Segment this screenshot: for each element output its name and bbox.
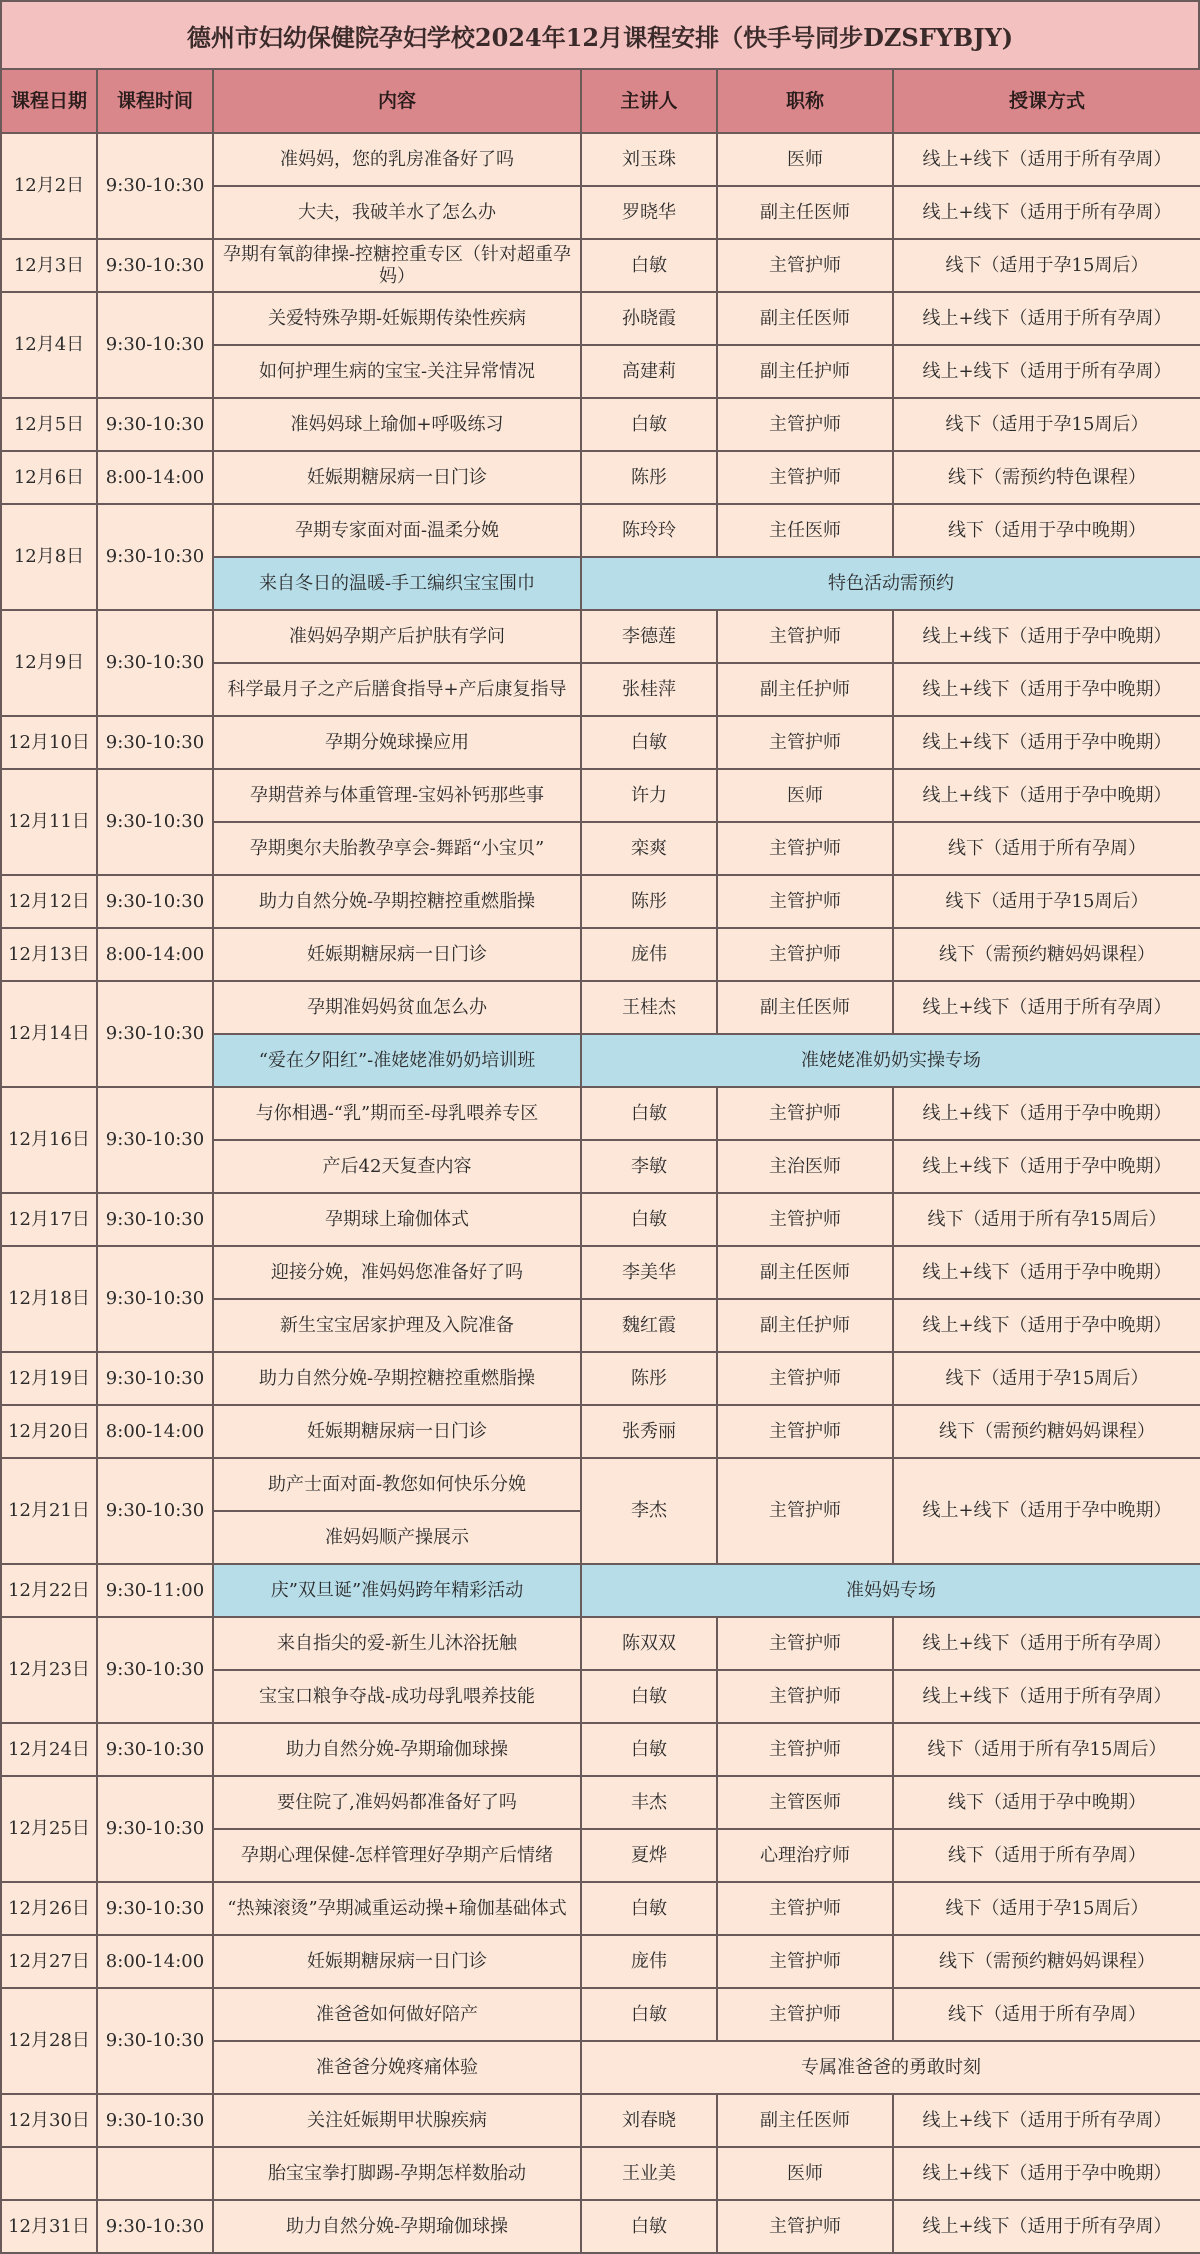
- cell-time: 9:30-10:30: [97, 1458, 213, 1564]
- table-row: [1, 769, 1200, 822]
- cell-time: 9:30-10:30: [97, 133, 213, 239]
- cell-content: 孕期有氧韵律操-控糖控重专区（针对超重孕妈）: [213, 239, 581, 292]
- cell-mode: 线上+线下（适用于孕中晚期）: [893, 1458, 1200, 1564]
- cell-time: 8:00-14:00: [97, 1935, 213, 1988]
- cell-mode: 线下（适用于孕15周后）: [893, 239, 1200, 292]
- table-row: [1, 1246, 1200, 1299]
- cell-date: 12月5日: [1, 398, 97, 451]
- header-mode: 授课方式: [893, 69, 1200, 133]
- cell-speaker: 庞伟: [581, 928, 717, 981]
- cell-content: 孕期营养与体重管理-宝妈补钙那些事: [213, 769, 581, 822]
- cell-title: 主管护师: [717, 1458, 893, 1564]
- cell-speaker: 李美华: [581, 1246, 717, 1299]
- cell-content: 迎接分娩，准妈妈您准备好了吗: [213, 1246, 581, 1299]
- cell-mode: 线下（适用于所有孕周）: [893, 822, 1200, 875]
- schedule-table: [0, 68, 1200, 2254]
- table-row: [1, 292, 1200, 345]
- cell-date: 12月17日: [1, 1193, 97, 1246]
- cell-content: 妊娠期糖尿病一日门诊: [213, 1405, 581, 1458]
- cell-mode: 线下（适用于孕15周后）: [893, 1882, 1200, 1935]
- cell-content: 准妈妈顺产操展示: [213, 1511, 581, 1564]
- table-row: [1, 1564, 1200, 1617]
- header-date: 课程日期: [1, 69, 97, 133]
- cell-content: 准爸爸如何做好陪产: [213, 1988, 581, 2041]
- cell-content: 产后42天复查内容: [213, 1140, 581, 1193]
- cell-content: 大夫，我破羊水了怎么办: [213, 186, 581, 239]
- cell-title: 主管护师: [717, 239, 893, 292]
- cell-date: 12月19日: [1, 1352, 97, 1405]
- cell-content: 如何护理生病的宝宝-关注异常情况: [213, 345, 581, 398]
- table-row: [1, 1723, 1200, 1776]
- cell-time: 9:30-10:30: [97, 769, 213, 875]
- cell-title: 副主任护师: [717, 1299, 893, 1352]
- cell-mode: 线下（需预约糖妈妈课程）: [893, 928, 1200, 981]
- table-row: [1, 716, 1200, 769]
- cell-content: 要住院了,准妈妈都准备好了吗: [213, 1776, 581, 1829]
- cell-speaker: 陈彤: [581, 451, 717, 504]
- cell-date: 12月27日: [1, 1935, 97, 1988]
- cell-mode: 线上+线下（适用于孕中晚期）: [893, 1087, 1200, 1140]
- cell-speaker: 夏烨: [581, 1829, 717, 1882]
- cell-time: [97, 2147, 213, 2200]
- cell-time: 8:00-14:00: [97, 1405, 213, 1458]
- cell-date: 12月22日: [1, 1564, 97, 1617]
- cell-time: 9:30-10:30: [97, 716, 213, 769]
- cell-time: 9:30-10:30: [97, 2200, 213, 2253]
- table-row: [1, 504, 1200, 557]
- cell-date: 12月28日: [1, 1988, 97, 2094]
- table-row: [1, 1776, 1200, 1829]
- table-row: [1, 1935, 1200, 1988]
- cell-content: 来自指尖的爱-新生儿沐浴抚触: [213, 1617, 581, 1670]
- cell-speaker: 白敏: [581, 1988, 717, 2041]
- cell-speaker: 李杰: [581, 1458, 717, 1564]
- table-row: [1, 928, 1200, 981]
- cell-speaker: 张桂萍: [581, 663, 717, 716]
- cell-content: “爱在夕阳红”-准姥姥准奶奶培训班: [213, 1034, 581, 1087]
- cell-title: 副主任医师: [717, 981, 893, 1034]
- cell-title: 主管护师: [717, 1617, 893, 1670]
- table-row: [1, 1458, 1200, 1511]
- cell-mode: 线上+线下（适用于所有孕周）: [893, 186, 1200, 239]
- cell-speaker: 罗晓华: [581, 186, 717, 239]
- cell-speaker: 白敏: [581, 1087, 717, 1140]
- cell-title: 主管护师: [717, 716, 893, 769]
- cell-mode: 线上+线下（适用于所有孕周）: [893, 345, 1200, 398]
- cell-mode: 线上+线下（适用于孕中晚期）: [893, 1299, 1200, 1352]
- table-row: [1, 2094, 1200, 2147]
- cell-speaker: 高建莉: [581, 345, 717, 398]
- cell-title: 主管护师: [717, 2200, 893, 2253]
- cell-note: 特色活动需预约: [581, 557, 1200, 610]
- cell-date: 12月20日: [1, 1405, 97, 1458]
- table-row: [1, 1882, 1200, 1935]
- cell-title: 主管护师: [717, 1670, 893, 1723]
- table-row: [1, 1087, 1200, 1140]
- cell-date: 12月16日: [1, 1087, 97, 1193]
- cell-date: 12月30日: [1, 2094, 97, 2147]
- cell-mode: 线上+线下（适用于所有孕周）: [893, 292, 1200, 345]
- cell-content: 助力自然分娩-孕期控糖控重燃脂操: [213, 1352, 581, 1405]
- cell-speaker: 白敏: [581, 239, 717, 292]
- cell-title: 主任医师: [717, 504, 893, 557]
- cell-speaker: 白敏: [581, 398, 717, 451]
- cell-title: 副主任护师: [717, 663, 893, 716]
- cell-time: 9:30-10:30: [97, 875, 213, 928]
- cell-content: 助力自然分娩-孕期控糖控重燃脂操: [213, 875, 581, 928]
- header-speaker: 主讲人: [581, 69, 717, 133]
- cell-speaker: 白敏: [581, 1193, 717, 1246]
- cell-mode: 线下（适用于孕15周后）: [893, 398, 1200, 451]
- table-row: [1, 398, 1200, 451]
- cell-mode: 线下（适用于孕15周后）: [893, 1352, 1200, 1405]
- header-row: [1, 69, 1200, 133]
- cell-speaker: 孙晓霞: [581, 292, 717, 345]
- cell-time: 9:30-10:30: [97, 239, 213, 292]
- cell-title: 副主任医师: [717, 2094, 893, 2147]
- cell-date: 12月6日: [1, 451, 97, 504]
- cell-content: 关爱特殊孕期-妊娠期传染性疾病: [213, 292, 581, 345]
- cell-title: 医师: [717, 2147, 893, 2200]
- cell-time: 8:00-14:00: [97, 928, 213, 981]
- cell-speaker: 张秀丽: [581, 1405, 717, 1458]
- table-row: [1, 981, 1200, 1034]
- cell-mode: 线上+线下（适用于所有孕周）: [893, 2200, 1200, 2253]
- cell-content: 准爸爸分娩疼痛体验: [213, 2041, 581, 2094]
- cell-title: 主管护师: [717, 1352, 893, 1405]
- cell-speaker: 许力: [581, 769, 717, 822]
- cell-title: 主管护师: [717, 875, 893, 928]
- cell-speaker: 白敏: [581, 2200, 717, 2253]
- cell-title: 副主任医师: [717, 186, 893, 239]
- cell-mode: 线上+线下（适用于孕中晚期）: [893, 610, 1200, 663]
- cell-title: 副主任医师: [717, 292, 893, 345]
- cell-title: 主管护师: [717, 398, 893, 451]
- cell-content: “热辣滚烫”孕期减重运动操+瑜伽基础体式: [213, 1882, 581, 1935]
- cell-content: 助产士面对面-教您如何快乐分娩: [213, 1458, 581, 1511]
- table-row: [1, 1352, 1200, 1405]
- cell-title: 主管护师: [717, 451, 893, 504]
- page-title: 德州市妇幼保健院孕妇学校2024年12月课程安排（快手号同步DZSFYBJY): [0, 0, 1200, 68]
- cell-date: 12月24日: [1, 1723, 97, 1776]
- cell-mode: 线上+线下（适用于孕中晚期）: [893, 716, 1200, 769]
- cell-title: 主管护师: [717, 1882, 893, 1935]
- table-row: [1, 451, 1200, 504]
- cell-content: 宝宝口粮争夺战-成功母乳喂养技能: [213, 1670, 581, 1723]
- cell-speaker: 王业美: [581, 2147, 717, 2200]
- cell-time: 9:30-10:30: [97, 1193, 213, 1246]
- cell-date: 12月26日: [1, 1882, 97, 1935]
- table-row: [1, 875, 1200, 928]
- cell-content: 准妈妈，您的乳房准备好了吗: [213, 133, 581, 186]
- cell-title: 主管护师: [717, 1193, 893, 1246]
- cell-time: 9:30-10:30: [97, 1352, 213, 1405]
- cell-speaker: 白敏: [581, 716, 717, 769]
- cell-date: 12月9日: [1, 610, 97, 716]
- cell-title: 主管护师: [717, 1988, 893, 2041]
- header-content: 内容: [213, 69, 581, 133]
- cell-date: 12月2日: [1, 133, 97, 239]
- cell-speaker: 刘春晓: [581, 2094, 717, 2147]
- cell-mode: 线上+线下（适用于孕中晚期）: [893, 2147, 1200, 2200]
- cell-content: 妊娠期糖尿病一日门诊: [213, 928, 581, 981]
- table-row: [1, 1617, 1200, 1670]
- cell-date: 12月11日: [1, 769, 97, 875]
- cell-speaker: 庞伟: [581, 1935, 717, 1988]
- cell-title: 主管护师: [717, 928, 893, 981]
- table-row: [1, 2200, 1200, 2253]
- cell-time: 9:30-10:30: [97, 2094, 213, 2147]
- cell-time: 9:30-10:30: [97, 504, 213, 610]
- table-row: [1, 1193, 1200, 1246]
- cell-content: 来自冬日的温暖-手工编织宝宝围巾: [213, 557, 581, 610]
- cell-time: 9:30-10:30: [97, 1988, 213, 2094]
- cell-mode: 线下（适用于所有孕15周后）: [893, 1193, 1200, 1246]
- cell-time: 9:30-10:30: [97, 292, 213, 398]
- cell-date: 12月18日: [1, 1246, 97, 1352]
- cell-title: 医师: [717, 769, 893, 822]
- cell-content: 妊娠期糖尿病一日门诊: [213, 1935, 581, 1988]
- cell-mode: 线上+线下（适用于孕中晚期）: [893, 663, 1200, 716]
- cell-title: 主管医师: [717, 1776, 893, 1829]
- cell-speaker: 白敏: [581, 1723, 717, 1776]
- cell-date: 12月25日: [1, 1776, 97, 1882]
- cell-mode: 线下（适用于孕中晚期）: [893, 504, 1200, 557]
- cell-title: 主管护师: [717, 1087, 893, 1140]
- table-row: [1, 610, 1200, 663]
- cell-speaker: 陈彤: [581, 875, 717, 928]
- cell-speaker: 白敏: [581, 1670, 717, 1723]
- cell-content: 关注妊娠期甲状腺疾病: [213, 2094, 581, 2147]
- cell-mode: 线下（适用于所有孕周）: [893, 1829, 1200, 1882]
- cell-content: 新生宝宝居家护理及入院准备: [213, 1299, 581, 1352]
- table-row: [1, 239, 1200, 292]
- table-row: [1, 1405, 1200, 1458]
- cell-time: 9:30-10:30: [97, 1087, 213, 1193]
- cell-time: 9:30-11:00: [97, 1564, 213, 1617]
- cell-mode: 线上+线下（适用于所有孕周）: [893, 981, 1200, 1034]
- cell-date: 12月13日: [1, 928, 97, 981]
- cell-date: 12月10日: [1, 716, 97, 769]
- cell-content: 准妈妈球上瑜伽+呼吸练习: [213, 398, 581, 451]
- table-row: [1, 1988, 1200, 2041]
- cell-speaker: 栾爽: [581, 822, 717, 875]
- cell-date: [1, 2147, 97, 2200]
- cell-mode: 线下（适用于孕中晚期）: [893, 1776, 1200, 1829]
- cell-content: 助力自然分娩-孕期瑜伽球操: [213, 2200, 581, 2253]
- cell-speaker: 魏红霞: [581, 1299, 717, 1352]
- cell-mode: 线上+线下（适用于所有孕周）: [893, 1617, 1200, 1670]
- cell-title: 心理治疗师: [717, 1829, 893, 1882]
- cell-content: 孕期球上瑜伽体式: [213, 1193, 581, 1246]
- cell-mode: 线上+线下（适用于孕中晚期）: [893, 1140, 1200, 1193]
- cell-content: 准妈妈孕期产后护肤有学问: [213, 610, 581, 663]
- cell-speaker: 丰杰: [581, 1776, 717, 1829]
- cell-note: 专属准爸爸的勇敢时刻: [581, 2041, 1200, 2094]
- cell-mode: 线上+线下（适用于所有孕周）: [893, 133, 1200, 186]
- cell-content: 科学最月子之产后膳食指导+产后康复指导: [213, 663, 581, 716]
- cell-speaker: 李德莲: [581, 610, 717, 663]
- cell-speaker: 陈玲玲: [581, 504, 717, 557]
- cell-title: 主治医师: [717, 1140, 893, 1193]
- cell-title: 主管护师: [717, 610, 893, 663]
- cell-date: 12月8日: [1, 504, 97, 610]
- table-row: [1, 133, 1200, 186]
- cell-mode: 线下（适用于孕15周后）: [893, 875, 1200, 928]
- cell-mode: 线下（适用于所有孕周）: [893, 1988, 1200, 2041]
- cell-content: 妊娠期糖尿病一日门诊: [213, 451, 581, 504]
- header-time: 课程时间: [97, 69, 213, 133]
- cell-mode: 线上+线下（适用于孕中晚期）: [893, 769, 1200, 822]
- cell-mode: 线下（需预约特色课程）: [893, 451, 1200, 504]
- cell-content: 孕期奥尔夫胎教孕享会-舞蹈“小宝贝”: [213, 822, 581, 875]
- cell-content: 孕期心理保健-怎样管理好孕期产后情绪: [213, 1829, 581, 1882]
- cell-content: 助力自然分娩-孕期瑜伽球操: [213, 1723, 581, 1776]
- cell-time: 9:30-10:30: [97, 610, 213, 716]
- cell-title: 副主任护师: [717, 345, 893, 398]
- cell-date: 12月23日: [1, 1617, 97, 1723]
- cell-title: 医师: [717, 133, 893, 186]
- cell-mode: 线上+线下（适用于所有孕周）: [893, 1670, 1200, 1723]
- cell-speaker: 李敏: [581, 1140, 717, 1193]
- cell-content: 庆”双旦诞”准妈妈跨年精彩活动: [213, 1564, 581, 1617]
- cell-speaker: 陈双双: [581, 1617, 717, 1670]
- cell-title: 主管护师: [717, 1723, 893, 1776]
- cell-date: 12月12日: [1, 875, 97, 928]
- cell-date: 12月21日: [1, 1458, 97, 1564]
- cell-speaker: 王桂杰: [581, 981, 717, 1034]
- cell-content: 胎宝宝拳打脚踢-孕期怎样数胎动: [213, 2147, 581, 2200]
- cell-title: 副主任医师: [717, 1246, 893, 1299]
- header-title: 职称: [717, 69, 893, 133]
- cell-date: 12月3日: [1, 239, 97, 292]
- cell-time: 9:30-10:30: [97, 1723, 213, 1776]
- cell-time: 9:30-10:30: [97, 1246, 213, 1352]
- cell-mode: 线上+线下（适用于孕中晚期）: [893, 1246, 1200, 1299]
- cell-speaker: 刘玉珠: [581, 133, 717, 186]
- cell-mode: 线上+线下（适用于所有孕周）: [893, 2094, 1200, 2147]
- cell-time: 9:30-10:30: [97, 1617, 213, 1723]
- cell-speaker: 陈彤: [581, 1352, 717, 1405]
- cell-mode: 线下（需预约糖妈妈课程）: [893, 1935, 1200, 1988]
- cell-mode: 线下（需预约糖妈妈课程）: [893, 1405, 1200, 1458]
- cell-date: 12月31日: [1, 2200, 97, 2253]
- table-row: [1, 2147, 1200, 2200]
- cell-time: 9:30-10:30: [97, 1776, 213, 1882]
- cell-date: 12月14日: [1, 981, 97, 1087]
- cell-time: 9:30-10:30: [97, 981, 213, 1087]
- cell-note: 准妈妈专场: [581, 1564, 1200, 1617]
- cell-time: 9:30-10:30: [97, 398, 213, 451]
- cell-title: 主管护师: [717, 822, 893, 875]
- cell-content: 孕期准妈妈贫血怎么办: [213, 981, 581, 1034]
- cell-time: 9:30-10:30: [97, 1882, 213, 1935]
- cell-time: 8:00-14:00: [97, 451, 213, 504]
- cell-note: 准姥姥准奶奶实操专场: [581, 1034, 1200, 1087]
- cell-title: 主管护师: [717, 1405, 893, 1458]
- cell-date: 12月4日: [1, 292, 97, 398]
- cell-content: 孕期专家面对面-温柔分娩: [213, 504, 581, 557]
- cell-mode: 线下（适用于所有孕15周后）: [893, 1723, 1200, 1776]
- cell-title: 主管护师: [717, 1935, 893, 1988]
- cell-content: 孕期分娩球操应用: [213, 716, 581, 769]
- cell-speaker: 白敏: [581, 1882, 717, 1935]
- cell-content: 与你相遇-“乳”期而至-母乳喂养专区: [213, 1087, 581, 1140]
